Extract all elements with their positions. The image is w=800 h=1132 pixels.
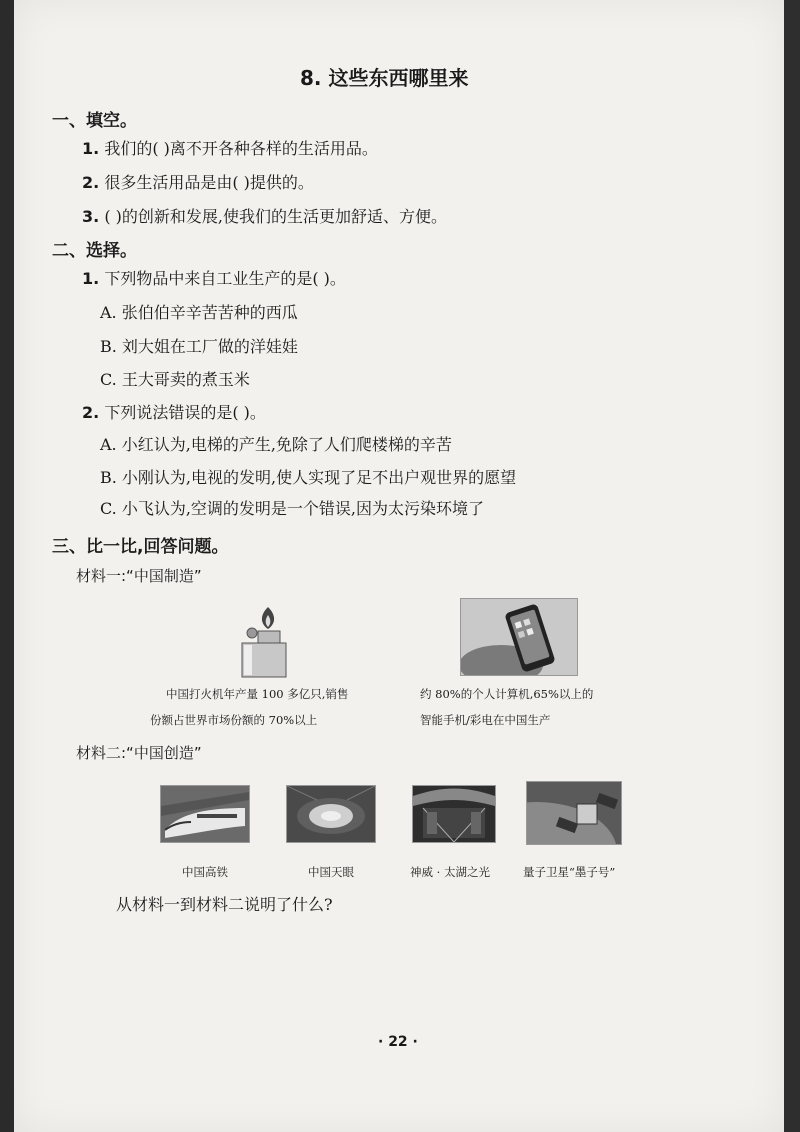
material-2-caption: 神威 · 太湖之光 <box>410 865 490 879</box>
compare-question: 从材料一到材料二说明了什么? <box>116 895 333 914</box>
choice-option: A. 张伯伯辛辛苦苦种的西瓜 <box>100 303 298 322</box>
choice-question-2 <box>82 400 266 423</box>
question-text: 下列说法错误的是( )。 <box>104 403 266 422</box>
scan-edge-right <box>784 0 800 1132</box>
question-number: 2. <box>82 403 100 422</box>
fast-telescope-photo <box>286 785 376 843</box>
material-1-caption-left: 中国打火机年产量 100 多亿只,销售 <box>166 687 349 701</box>
question-number: 1. <box>82 269 100 288</box>
question-text: 我们的( )离不开各种各样的生活用品。 <box>104 139 378 158</box>
quantum-satellite-photo <box>526 781 622 845</box>
material-1-caption-right: 智能手机/彩电在中国生产 <box>420 713 551 727</box>
question-number: 1. <box>82 139 100 158</box>
material-2-caption: 量子卫星“墨子号” <box>523 865 616 879</box>
page-title: 8. 这些东西哪里来 <box>300 66 469 90</box>
section-choice-heading: 二、选择。 <box>52 241 137 261</box>
fill-question-2 <box>82 170 314 193</box>
material-2-caption: 中国天眼 <box>308 865 354 879</box>
question-text: 下列物品中来自工业生产的是( )。 <box>104 269 346 288</box>
question-number: 2. <box>82 173 100 192</box>
choice-option: A. 小红认为,电梯的产生,免除了人们爬楼梯的辛苦 <box>100 435 452 454</box>
section-compare-heading: 三、比一比,回答问题。 <box>52 537 229 557</box>
fill-question-3 <box>82 204 447 227</box>
choice-question-1 <box>82 266 346 289</box>
choice-option: C. 王大哥卖的煮玉米 <box>100 370 250 389</box>
lighter-image <box>228 603 296 679</box>
page-number: · 22 · <box>378 1034 418 1050</box>
material-1-caption-right: 约 80%的个人计算机,65%以上的 <box>420 687 594 701</box>
question-number: 3. <box>82 207 100 226</box>
choice-option: B. 刘大姐在工厂做的洋娃娃 <box>100 337 298 356</box>
smartphone-photo <box>460 598 578 676</box>
material-2-caption: 中国高铁 <box>182 865 228 879</box>
question-text: 很多生活用品是由( )提供的。 <box>104 173 314 192</box>
fill-question-1 <box>82 136 378 159</box>
section-fill-heading: 一、填空。 <box>52 111 137 131</box>
question-text: ( )的创新和发展,使我们的生活更加舒适、方便。 <box>104 207 447 226</box>
sunway-taihulight-photo <box>412 785 496 843</box>
scan-edge-left <box>0 0 14 1132</box>
choice-option: B. 小刚认为,电视的发明,使人实现了足不出户观世界的愿望 <box>100 468 517 487</box>
choice-option: C. 小飞认为,空调的发明是一个错误,因为太污染环境了 <box>100 499 485 518</box>
material-1-label: 材料一:“中国制造” <box>76 567 202 585</box>
high-speed-rail-photo <box>160 785 250 843</box>
material-2-label: 材料二:“中国创造” <box>76 744 202 762</box>
material-1-caption-left: 份额占世界市场份额的 70%以上 <box>150 713 318 727</box>
